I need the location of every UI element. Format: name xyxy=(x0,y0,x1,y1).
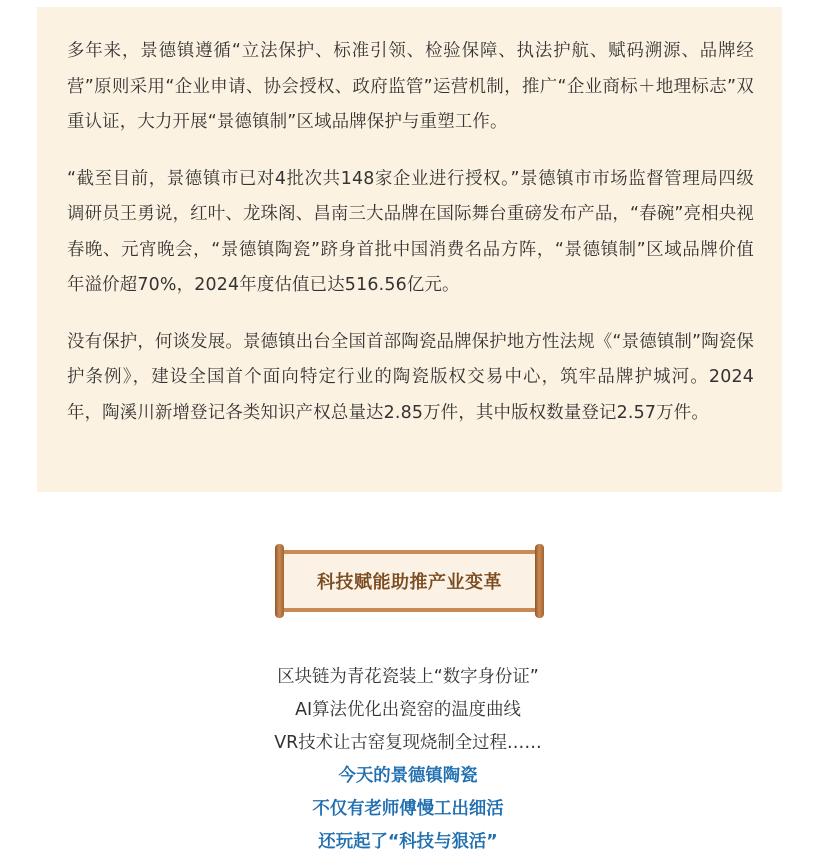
intro-line-ai: AI算法优化出瓷窑的温度曲线 xyxy=(295,700,521,720)
section-title: 科技赋能助推产业变革 xyxy=(317,572,502,593)
paragraph-legal-protection: 没有保护，何谈发展。景德镇出台全国首部陶瓷品牌保护地方性法规《“景德镇制”陶瓷保护条例》，建设全国首个面向特定行业的陶瓷版权交易中心，筑牢品牌护城河。2024年，陶溪川新增登记各类知识产权总量达2.85万件，其中版权数量登记2.57万件。 xyxy=(67,331,754,423)
section-title-banner xyxy=(275,544,544,618)
paragraph-authorization-stats: “截至目前，景德镇市已对4批次共148家企业进行授权。”景德镇市市场监督管理局四级调研员王勇说，红叶、龙珠阁、昌南三大品牌在国际舞台重磅发布产品，“春碗”亮相央视春晚、元宵晚会，“景德镇陶瓷”跻身首批中国消费名品方阵，“景德镇制”区域品牌价值年溢价超70%，2024年度估值已达516.56亿元。 xyxy=(67,168,754,295)
paragraph-brand-protection: 多年来，景德镇遵循“立法保护、标准引领、检验保障、执法护航、赋码溯源、品牌经营”原则采用“企业申请、协会授权、政府监管”运营机制，推广“企业商标＋地理标志”双重认证，大力开展“景德镇制”区域品牌保护与重塑工作。 xyxy=(67,41,754,132)
highlight-line-craftsman: 不仅有老师傅慢工出细活 xyxy=(312,799,504,819)
intro-lines xyxy=(0,661,816,859)
scroll-right-rod xyxy=(535,544,544,618)
scroll-paper xyxy=(284,550,535,612)
intro-line-vr: VR技术让古窑复现烧制全过程…… xyxy=(274,733,542,753)
scroll-left-rod xyxy=(275,544,284,618)
article-quote-box xyxy=(37,7,782,492)
intro-line-blockchain: 区块链为青花瓷装上“数字身份证” xyxy=(277,667,539,687)
highlight-line-tech: 还玩起了“科技与狠活” xyxy=(318,832,498,852)
highlight-line-today: 今天的景德镇陶瓷 xyxy=(338,766,478,786)
